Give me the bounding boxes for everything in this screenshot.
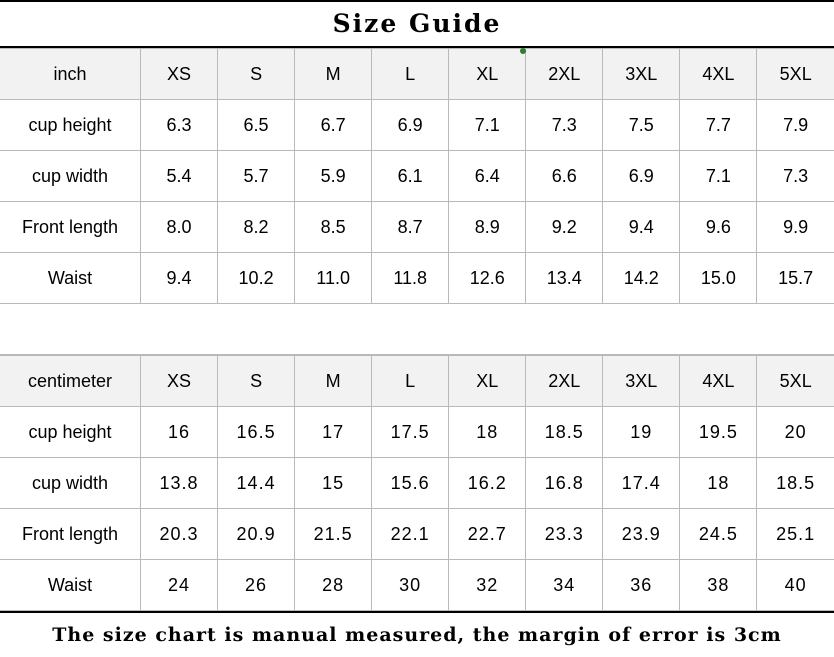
inch-row-label-front-length: Front length [0,202,141,253]
inch-size-table [0,48,834,355]
inch-size-header-3xl: 3XL [603,49,680,100]
cm-cup-width-s: 14.4 [218,458,295,509]
cm-cup-height-l: 17.5 [372,407,449,458]
table-row [0,151,834,202]
cm-waist-xl: 32 [449,560,526,611]
inch-size-header-2xl: 2XL [526,49,603,100]
cm-row-label-cup-width: cup width [0,458,141,509]
cm-cup-height-xs: 16 [141,407,218,458]
cm-size-header-s: S [218,356,295,407]
table-row [0,560,834,611]
inch-waist-s: 10.2 [218,253,295,304]
inch-waist-5xl: 15.7 [757,253,834,304]
inch-cup-width-2xl: 6.6 [526,151,603,202]
cm-table-body [0,356,834,611]
cm-cup-width-m: 15 [295,458,372,509]
inch-waist-2xl: 13.4 [526,253,603,304]
inch-cup-width-3xl: 6.9 [603,151,680,202]
table-spacer-cell [0,304,834,355]
inch-waist-4xl: 15.0 [680,253,757,304]
inch-cup-height-5xl: 7.9 [757,100,834,151]
table-row [0,458,834,509]
cm-waist-s: 26 [218,560,295,611]
inch-waist-m: 11.0 [295,253,372,304]
inch-size-header-m: M [295,49,372,100]
cm-cup-width-3xl: 17.4 [603,458,680,509]
inch-unit-label: inch [0,49,141,100]
cm-cup-height-m: 17 [295,407,372,458]
cm-size-header-m: M [295,356,372,407]
cm-unit-label: centimeter [0,356,141,407]
cm-waist-3xl: 36 [603,560,680,611]
inch-cup-height-4xl: 7.7 [680,100,757,151]
inch-size-header-4xl: 4XL [680,49,757,100]
centimeter-size-table [0,355,834,611]
cm-cup-width-2xl: 16.8 [526,458,603,509]
inch-waist-xs: 9.4 [141,253,218,304]
cm-cup-height-xl: 18 [449,407,526,458]
table-row [0,253,834,304]
cm-waist-xs: 24 [141,560,218,611]
cm-row-label-waist: Waist [0,560,141,611]
inch-cup-width-s: 5.7 [218,151,295,202]
cm-row-label-front-length: Front length [0,509,141,560]
inch-cup-height-s: 6.5 [218,100,295,151]
measurement-disclaimer: The size chart is manual measured, the margin of error is 3cm [0,611,834,657]
cm-size-header-3xl: 3XL [603,356,680,407]
inch-waist-xl: 12.6 [449,253,526,304]
inch-front-length-m: 8.5 [295,202,372,253]
inch-front-length-2xl: 9.2 [526,202,603,253]
inch-size-header-l: L [372,49,449,100]
inch-size-header-xs: XS [141,49,218,100]
inch-cup-height-2xl: 7.3 [526,100,603,151]
inch-cup-width-m: 5.9 [295,151,372,202]
inch-cup-width-xl: 6.4 [449,151,526,202]
table-row [0,407,834,458]
inch-front-length-xl: 8.9 [449,202,526,253]
cm-waist-m: 28 [295,560,372,611]
inch-row-label-waist: Waist [0,253,141,304]
inch-cup-height-3xl: 7.5 [603,100,680,151]
cm-waist-l: 30 [372,560,449,611]
inch-front-length-3xl: 9.4 [603,202,680,253]
cm-waist-5xl: 40 [757,560,834,611]
inch-cup-height-m: 6.7 [295,100,372,151]
inch-table-header-row [0,49,834,100]
cm-front-length-m: 21.5 [295,509,372,560]
cm-cup-height-2xl: 18.5 [526,407,603,458]
cm-front-length-s: 20.9 [218,509,295,560]
cm-table-header-row [0,356,834,407]
marker-dot [520,48,526,54]
inch-cup-height-l: 6.9 [372,100,449,151]
cm-cup-height-4xl: 19.5 [680,407,757,458]
cm-front-length-xl: 22.7 [449,509,526,560]
cm-row-label-cup-height: cup height [0,407,141,458]
inch-row-label-cup-width: cup width [0,151,141,202]
inch-front-length-l: 8.7 [372,202,449,253]
inch-waist-3xl: 14.2 [603,253,680,304]
cm-cup-width-xs: 13.8 [141,458,218,509]
cm-size-header-l: L [372,356,449,407]
inch-cup-width-4xl: 7.1 [680,151,757,202]
inch-table-body [0,49,834,355]
inch-front-length-4xl: 9.6 [680,202,757,253]
cm-cup-height-s: 16.5 [218,407,295,458]
inch-size-header-xl: XL [449,49,526,100]
cm-front-length-4xl: 24.5 [680,509,757,560]
inch-cup-width-l: 6.1 [372,151,449,202]
cm-cup-height-3xl: 19 [603,407,680,458]
inch-front-length-5xl: 9.9 [757,202,834,253]
cm-size-header-4xl: 4XL [680,356,757,407]
inch-cup-width-5xl: 7.3 [757,151,834,202]
cm-size-header-xl: XL [449,356,526,407]
table-row [0,100,834,151]
cm-cup-width-xl: 16.2 [449,458,526,509]
cm-size-header-5xl: 5XL [757,356,834,407]
inch-row-label-cup-height: cup height [0,100,141,151]
table-spacer-row [0,304,834,355]
cm-front-length-l: 22.1 [372,509,449,560]
inch-front-length-s: 8.2 [218,202,295,253]
page-title: Size Guide [0,2,834,48]
cm-waist-4xl: 38 [680,560,757,611]
table-row [0,509,834,560]
cm-cup-width-l: 15.6 [372,458,449,509]
inch-size-header-5xl: 5XL [757,49,834,100]
cm-size-header-2xl: 2XL [526,356,603,407]
cm-waist-2xl: 34 [526,560,603,611]
cm-cup-width-4xl: 18 [680,458,757,509]
inch-size-header-s: S [218,49,295,100]
inch-cup-height-xl: 7.1 [449,100,526,151]
inch-front-length-xs: 8.0 [141,202,218,253]
cm-size-header-xs: XS [141,356,218,407]
cm-cup-width-5xl: 18.5 [757,458,834,509]
cm-front-length-5xl: 25.1 [757,509,834,560]
inch-waist-l: 11.8 [372,253,449,304]
table-row [0,202,834,253]
cm-front-length-3xl: 23.9 [603,509,680,560]
inch-cup-height-xs: 6.3 [141,100,218,151]
inch-cup-width-xs: 5.4 [141,151,218,202]
cm-front-length-2xl: 23.3 [526,509,603,560]
cm-front-length-xs: 20.3 [141,509,218,560]
cm-cup-height-5xl: 20 [757,407,834,458]
